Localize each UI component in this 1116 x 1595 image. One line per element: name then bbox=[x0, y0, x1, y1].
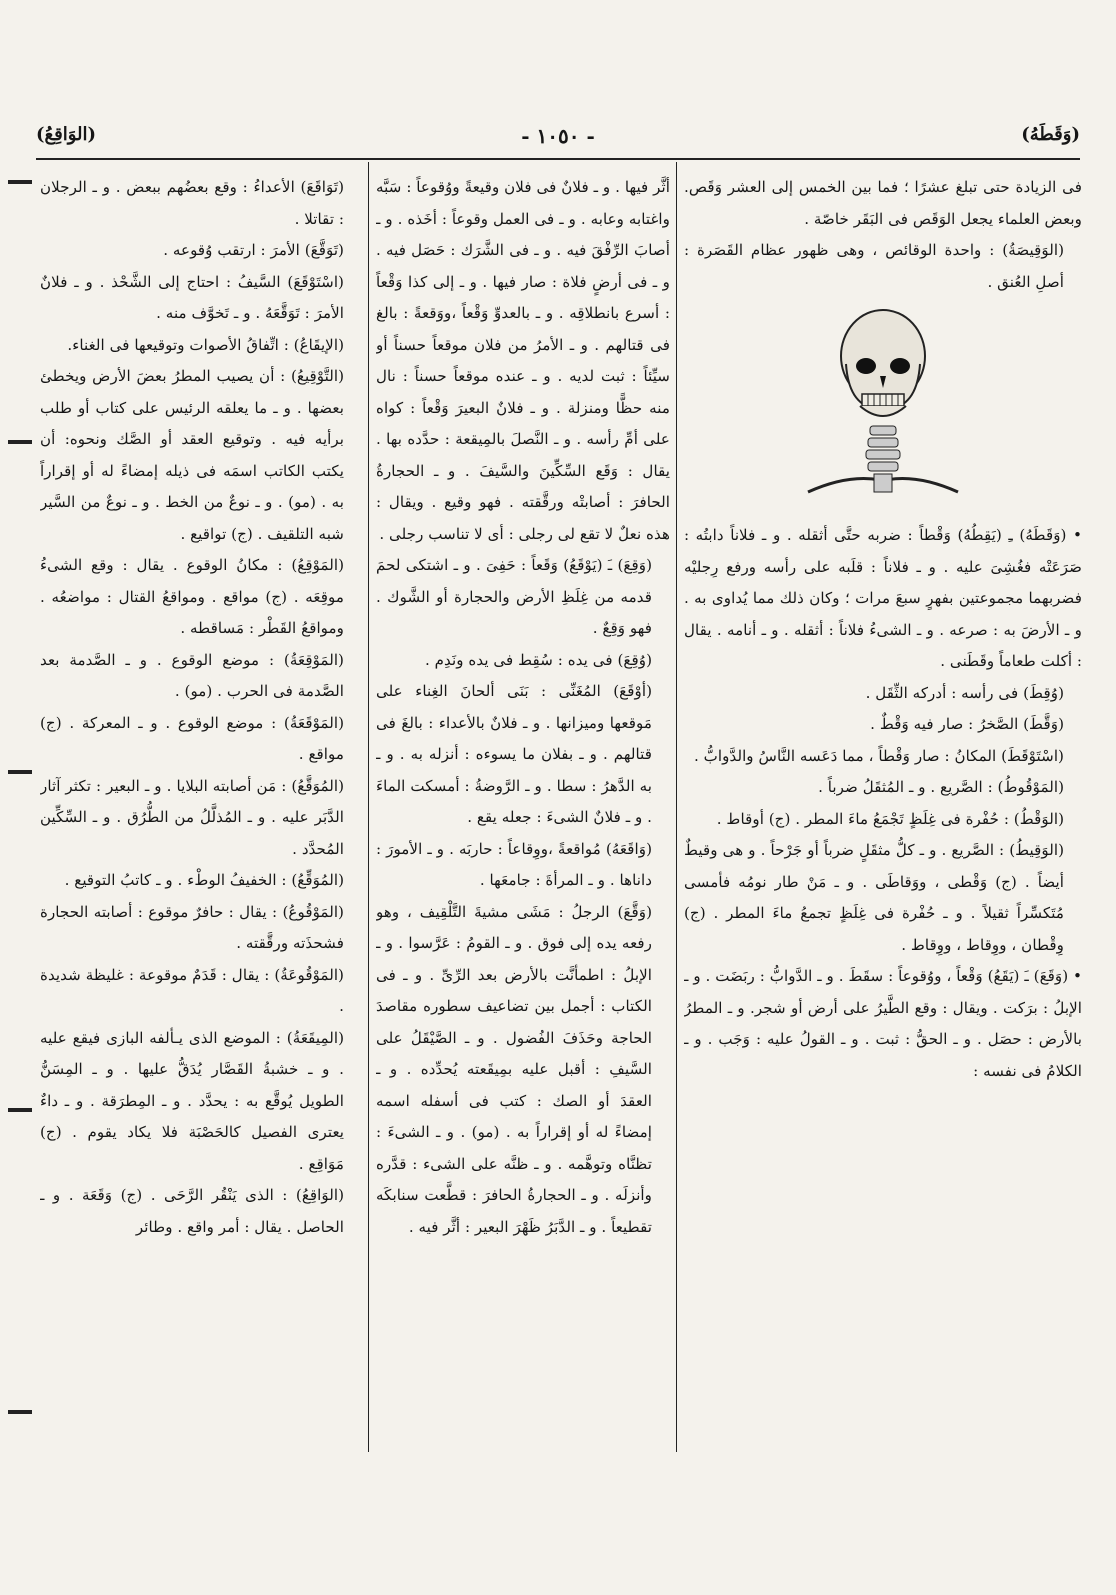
page-header bbox=[36, 118, 1080, 154]
column-left bbox=[40, 172, 362, 1447]
entry-text: (المُوَقَّعُ) : مَن أصابته البلايا . و ـ البعير : تكثر آثار الدَّبَر عليه . و ـ المُذلَّلُ من الطُّرُق . و ـ السِّكِّين المُحدَّد . bbox=[40, 776, 344, 858]
entry-text: فى الزيادة حتى تبلغ عشرًا ؛ فما بين الخمس إلى العشر وَقَص. وبعض العلماء يجعل الوَقَص فى البَقَر خاصّة . bbox=[684, 178, 1082, 228]
margin-mark bbox=[8, 1410, 32, 1414]
entry-text: (أوْقَعَ) المُغَنِّى : بَنَى ألحانَ الغِناء على مَوقعها وميزانها . و ـ فلانٌ بالأعداء : بالغَ فى قتالهم . و ـ بفلان ما يسوءه : أنزله به . و ـ به الدَّهرُ : سطا . و ـ الرَّوضةُ : أمسكت الماءَ . و ـ فلانٌ الشىءَ : جعله يقع . bbox=[376, 682, 652, 826]
entry-text: (وَاقَعَهُ) مُواقعةً ،ووِقاعاً : حاربَه . و ـ الأمورَ : داناها . و ـ المرأةَ : جامعَها . bbox=[376, 839, 652, 889]
entry-text: (المَوْقُوطُ) : الصَّريع . و ـ المُثقَلُ ضرباً . bbox=[818, 778, 1064, 796]
skull-skeleton-illustration bbox=[684, 304, 1082, 512]
skull-icon bbox=[788, 304, 978, 504]
entry-text: (المَوْقُوعَةُ) : يقال : قَدَمٌ موقوعة : غليظة شديدة . bbox=[40, 965, 344, 1015]
entry-text: (الوَقِيصَةُ) : واحدة الوقائص ، وهى ظهور عظام القَصَرة : أصلِ العُنق . bbox=[684, 241, 1064, 291]
header-entry-end: (الوَاقِعُ) bbox=[36, 124, 97, 145]
entry-text: (الوَقْطُ) : حُفْرة فى غِلَظٍ تَجْمَعُ ماءَ المطر . (ج) أوقاط . bbox=[716, 809, 1064, 828]
column-divider-right bbox=[676, 162, 677, 1452]
entry-text: (وُقِعَ) فى يده : سُقِط فى يده ونَدِم . bbox=[424, 650, 652, 669]
entry-text: • (وَقَطَهُ) ـِ (يَقِطُهُ) وَقْطاً : ضربه حتَّى أثقله . و ـ فلاناً دابتُه : صَرَعَتْه فغُشِىَ عليه . و ـ فلاناً : قلَبه على رأسه ورفع رِجليْه فضربهما مجموعتين بفهرٍ سبعَ مرات ؛ وكان ذلك مما يُداوى به . و ـ الأرضَ به : صرعه . و ـ الشىءُ فلاناً : أثقله . و ـ أنامه . يقال : أكلت طعاماً وقَطَنى . bbox=[684, 526, 1082, 670]
column-divider-left bbox=[368, 162, 369, 1452]
column-right bbox=[684, 172, 1082, 1447]
margin-mark bbox=[8, 440, 32, 444]
entry-text: (الوَقِيطُ) : الصَّريع . و ـ كلُّ مثقَلٍ ضرباً أو جَرْحاً . و هى وقيطٌ أيضاً . (ج) وَقْطى ، ووَقاطَى . و ـ مَنْ طار نومُه فأمسى مُتَكسِّراً ثقيلاً . و ـ حُفْرة فى غِلَظٍ تجمعُ ماءَ المطر . (ج) وِقْطان ، ووِقاط ، ووِقاط . bbox=[684, 841, 1064, 954]
entry-text: (تَوَاقَعَ) الأعداءُ : وقع بعضُهم ببعض . و ـ الرجلان : تقاتلا . bbox=[40, 178, 344, 228]
margin-mark bbox=[8, 1108, 32, 1112]
entry-text: (الإيقَاعُ) : اتِّفاقُ الأصوات وتوقيعها فى الغناء. bbox=[67, 335, 344, 354]
entry-text: (المُوَقِّعُ) : الخفيفُ الوطْء . و ـ كاتبُ التوقيع . bbox=[64, 871, 344, 889]
entry-text: (المَوْقِعَةُ) : موضع الوقوع . و ـ الصَّدمة بعد الصَّدمة فى الحرب . (مو) . bbox=[40, 650, 344, 700]
entry-text: (وَقِعَ) ـَ (يَوْقَعُ) وَقَعاً : حَفِىَ . و ـ اشتكى لحمَ قدمه من غِلَظِ الأرض والحجارة أو الشَّوك . فهو وَقِعٌ . bbox=[376, 556, 652, 637]
margin-mark bbox=[8, 770, 32, 774]
header-rule bbox=[36, 158, 1080, 160]
entry-text: (المَوْقِعُ) : مكانُ الوقوع . يقال : وقع الشىءُ موقِعَه . (ج) مواقع . ومواقعُ القتال : مواضعُه . ومواقعُ القَطْر : مَساقطه . bbox=[40, 556, 344, 637]
header-entry-start: (وَقَطَهُ) bbox=[1021, 124, 1080, 145]
entry-text: (وَقَّطَ) الصَّخرُ : صار فيه وَقْطٌ . bbox=[870, 715, 1064, 733]
column-middle bbox=[376, 172, 670, 1447]
entry-text: (اسْتَوْقَطَ) المكانُ : صار وَقْطاً ، مما دَعَسه النَّاسُ والدَّوابُّ . bbox=[693, 746, 1064, 765]
entry-text: (الوَاقِعُ) : الذى يَنْقُر الرَّحَى . (ج) وَقَعَة . و ـ الحاصل . يقال : أمر واقع . وطائر bbox=[40, 1186, 344, 1236]
entry-text: (اسْتَوْقَعَ) السَّيفُ : احتاج إلى الشَّحْذ . و ـ فلانٌ الأمرَ : تَوَقَّعَهُ . و ـ تَخوَّف منه . bbox=[40, 272, 344, 322]
entry-text: أثَّر فيها . و ـ فلانٌ فى فلان وقيعةً ووُقوعاً : سَبَّه واغتابه وعابه . و ـ فى العمل وقوعاً : أخَذه . و ـ أصابَ الرِّفْقَ فيه . و ـ فى الشَّرَك : حَصَل فيه . و ـ فى أرضٍ فلاة : صار فيها . و ـ إلى كذا وَقْعاً : أسرع بانطلاقِه . و ـ بالعدوِّ وَقْعاً ،ووَقعةً : بالغ فى قتالهم . و ـ الأمرُ من فلان موقعاً حسناً أو سيِّئاً : ثبت لديه . و ـ عنده موقعاً حسناً : نال منه حظًّا ومنزلة . و ـ فلانٌ البعيرَ وَقْعاً : كواه على أمِّ رأسه . و ـ النَّصلَ بالمِيقعة : حدَّده بها . يقال : وَقَع السِّكِّينَ والسَّيفَ . و ـ الحجارةُ الحافرَ : أصابتْه ورقَّقته . فهو وقيع . ويقال : هذه نعلٌ لا تقع لى رجلى : أى لا تناسب رجلى . bbox=[376, 178, 670, 543]
entry-text: (المَوْقُوعُ) : يقال : حافرٌ موقوع : أصابته الحجارة فشحذَته ورقَّقته . bbox=[40, 902, 344, 952]
entry-text: (المِيقَعَةُ) : الموضع الذى يـألفه البازى فيقع عليه . و ـ خشبةُ القَصَّار يُدَقُّ عليها . و ـ المِسَنُّ الطويل يُوقَّع به : يحدَّد . و ـ المِطرَقة . و ـ داءٌ يعترى الفصيل كالحَصْبَة فلا يكاد يقوم . (ج) مَوَاقِع . bbox=[40, 1028, 344, 1173]
margin-mark bbox=[8, 180, 32, 184]
entry-text: (التَّوْقِيعُ) : أن يصيب المطرُ بعضَ الأرض ويخطئ بعضها . و ـ ما يعلقه الرئيس على كتاب أو طلب برأيه فيه . وتوقيع العقد أو الصَّك ونحوه: أن يكتب الكاتب اسمَه فى ذيله إمضاءً له أو إقراراً به . (مو) . و ـ نوعٌ من الخط . و ـ نوعٌ من السَّير شبه التلقيف . (ج) تواقيع . bbox=[40, 367, 344, 543]
entry-text: (المَوْقَعَةُ) : موضع الوقوع . و ـ المعركة . (ج) مواقع . bbox=[40, 713, 344, 763]
entry-text: (وَقَّعَ) الرجلُ : مَشَى مشيةَ التَّلْقِيف ، وهو رفعه يده إلى فوق . و ـ القومُ : عَرَّسوا . و ـ الإبلُ : اطمأنَّت بالأرض بعد الرِّىِّ . و ـ فى الكتاب : أجمل بين تضاعيف سطوره مقاصدَ الحاجة وحَذَفَ الفُضول . و ـ الصَّيْقَلُ على السَّيفِ : أقبل عليه بمِيقَعته يُحدِّده . و ـ العقدَ أو الصك : كتب فى أسفله اسمه إمضاءً له أو إقراراً به . (مو) . و ـ الشىءَ : تظنَّاه وتوهَّمه . و ـ ظنَّه على الشىء : قدَّره وأنزلَه . و ـ الحجارةُ الحافرَ : قطَّعت سنابكَه تقطيعاً . و ـ الدَّبَرُ ظَهْرَ البعير : أثَّر فيه . bbox=[376, 902, 652, 1236]
page-number: - ١٠٥٠ - bbox=[521, 124, 595, 148]
entry-text: (وُقِطَ) فى رأسه : أدركه الثِّقَل . bbox=[865, 683, 1064, 702]
entry-text: • (وَقَعَ) ـَ (يَقَعُ) وَقْعاً ، ووُقوعاً : سقَطَ . و ـ الدَّوابُّ : ربَضَت . و ـ الإبلُ : برَكت . ويقال : وقع الطَّيرُ على أرض أو شجر. و ـ المطرُ بالأرض : حصَل . و ـ الحقُّ : ثبت . و ـ القولُ عليه : وَجَب . و ـ الكلامُ فى نفسه : bbox=[684, 967, 1082, 1080]
entry-text: (تَوَقَّعَ) الأمرَ : ارتقب وُقوعه . bbox=[163, 241, 344, 259]
